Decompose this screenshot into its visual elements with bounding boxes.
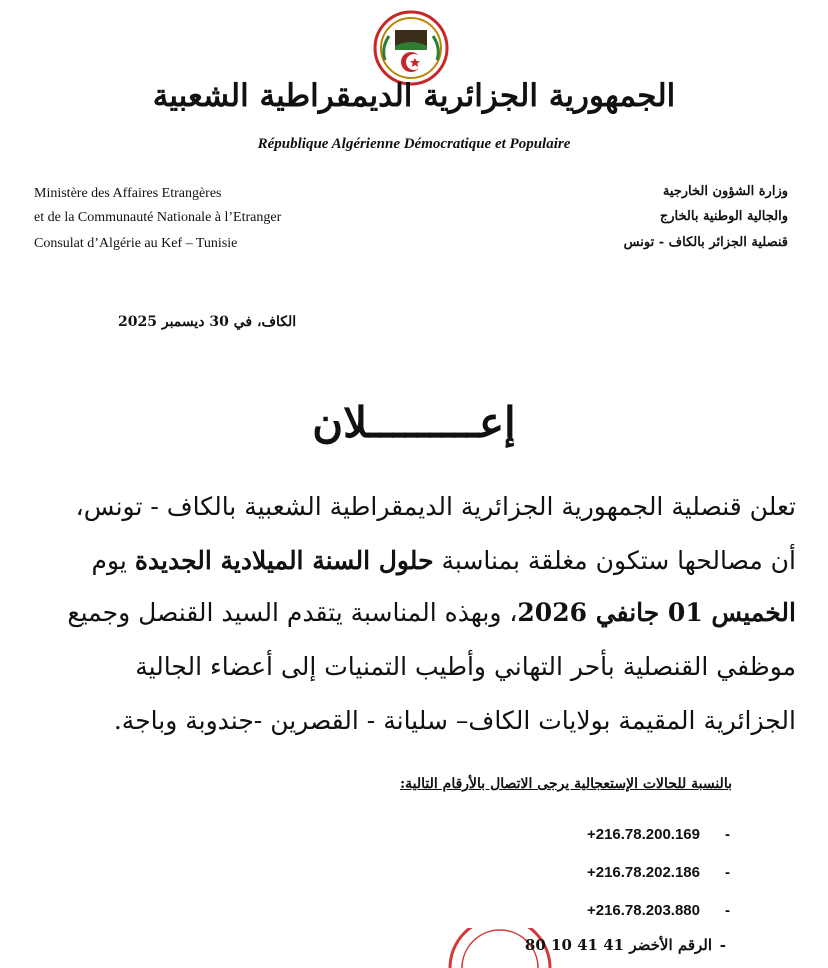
ministry-line-fr: Ministère des Affaires Etrangères	[34, 186, 222, 201]
body-line-4: موظفي القنصلية بأحر التهاني وأطيب التمنيات إلى أعضاء الجالية	[135, 652, 796, 681]
algeria-emblem-icon	[371, 8, 451, 88]
republic-title-ar: الجمهورية الجزائرية الديمقراطية الشعبية	[152, 78, 676, 114]
consulate-line-ar: قنصلية الجزائر بالكاف - تونس	[623, 235, 788, 250]
holiday-date: الخميس 01 جانفي 2026	[517, 598, 796, 627]
phone-number: +216.78.202.186	[586, 864, 700, 881]
body-line-3: الخميس 01 جانفي 2026، وبهذه المناسبة يتقدم السيد القنصل وجميع	[67, 598, 796, 627]
holiday-name: حلول السنة الميلادية الجديدة	[134, 546, 434, 575]
announcement-title: إعـــــــــلان	[312, 398, 516, 447]
ministry-line-ar: وزارة الشؤون الخارجية	[662, 184, 788, 199]
republic-title-fr: République Algérienne Démocratique et Populaire	[257, 136, 571, 152]
phone-item: - +216.78.202.186	[586, 864, 730, 881]
urgent-contact-note: بالنسبة للحالات الإستعجالية يرجى الاتصال بالأرقام التالية:	[399, 776, 732, 792]
phone-item: - +216.78.200.169	[586, 826, 730, 843]
body-line-1: تعلن قنصلية الجمهورية الجزائرية الديمقراطية الشعبية بالكاف - تونس،	[75, 492, 796, 521]
phone-number: +216.78.200.169	[586, 826, 700, 843]
phone-number: +216.78.203.880	[586, 902, 700, 919]
consulate-line-fr: Consulat d’Algérie au Kef – Tunisie	[34, 236, 238, 251]
green-number: الرقم الأخضر 41 41 10 80	[524, 936, 712, 954]
community-line-fr: et de la Communauté Nationale à l’Etranger	[34, 210, 282, 225]
community-line-ar: والجالية الوطنية بالخارج	[659, 209, 788, 224]
body-line-2: أن مصالحها ستكون مغلقة بمناسبة حلول السنة الميلادية الجديدة يوم	[91, 546, 796, 575]
document-date: الكاف، في 30 ديسمبر 2025	[118, 314, 297, 330]
body-line-5: الجزائرية المقيمة بولايات الكاف– سليانة - القصرين -جندوبة وباجة.	[113, 706, 796, 735]
phone-item: - +216.78.203.880	[586, 902, 730, 919]
